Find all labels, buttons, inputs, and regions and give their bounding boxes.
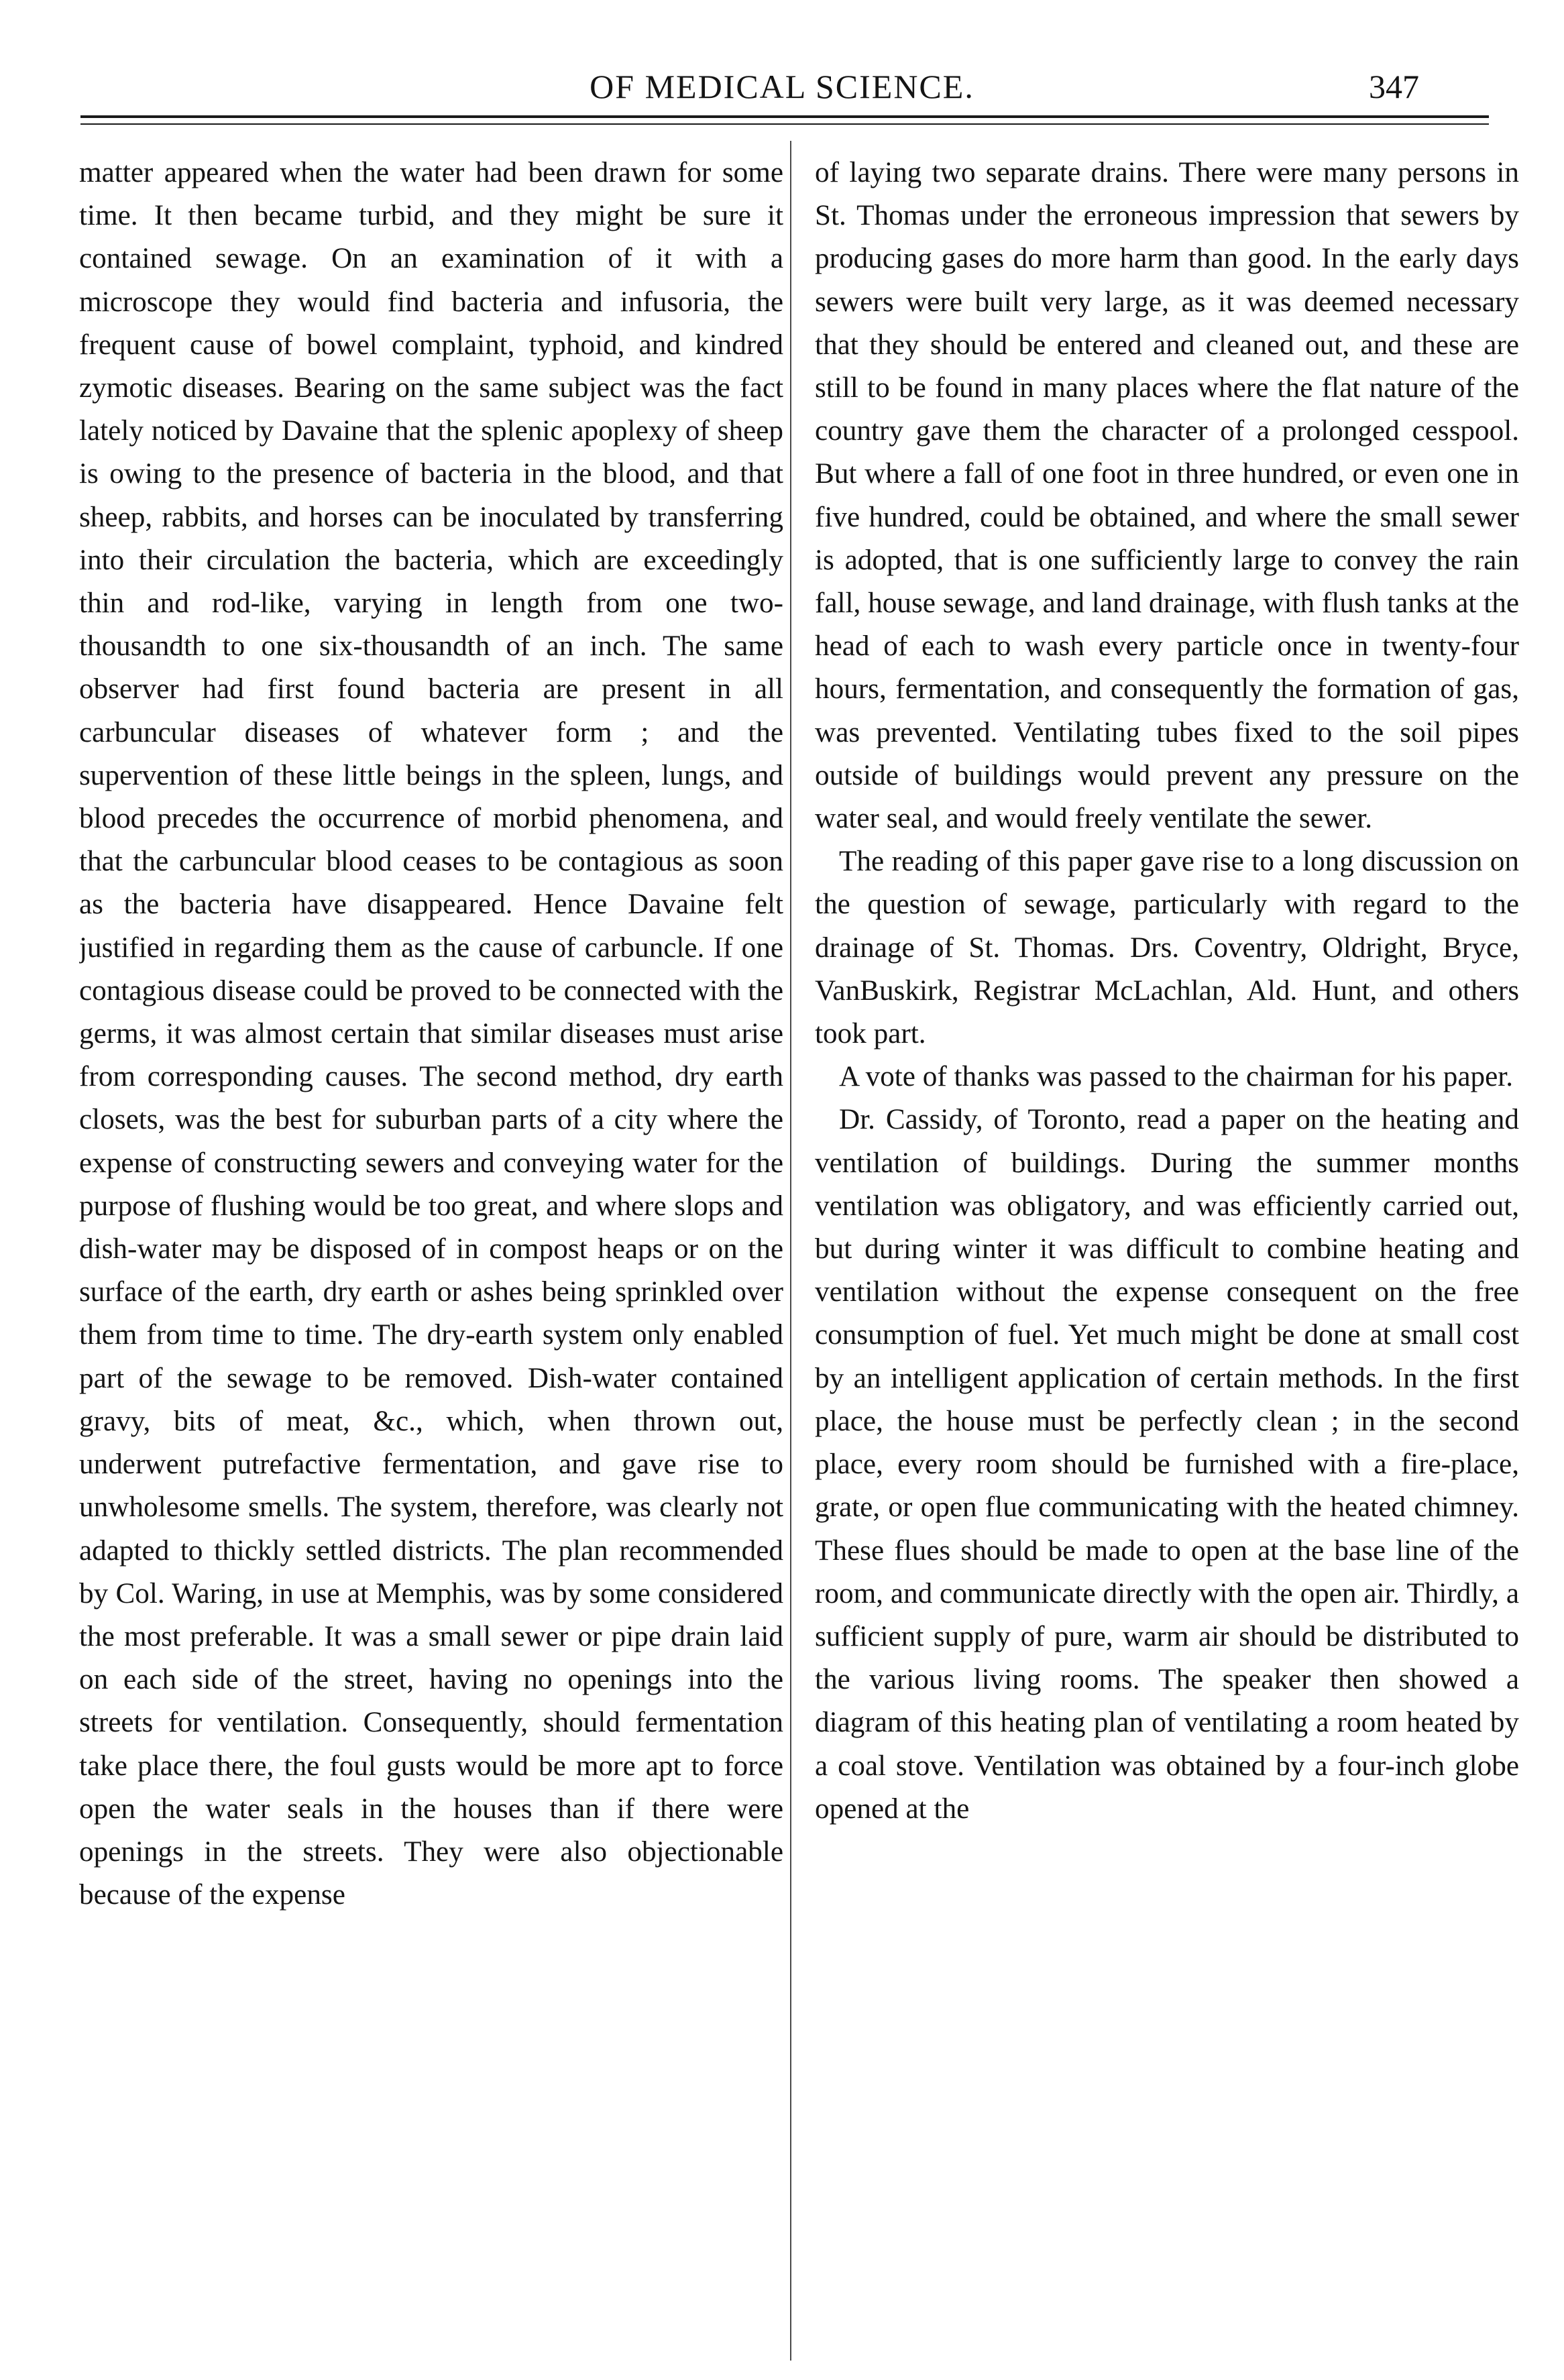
paragraph: of laying two separate drains. There were many persons in St. Thomas under the erroneous impression that sewers by producing gases do more harm than good. In the early days sewers were built very large, as it was deemed necessary that they should be entered and cleaned out, and these are still to be found in many places where the flat nature of the country gave them the character of a prolonged cesspool. But where a fall of one foot in three hundred, or even one in five hundred, could be obtained, and where the small sewer is adopted, that is one sufficiently large to convey the rain fall, house sewage, and land drainage, with flush tanks at the head of each to wash every particle once in twenty-four hours, fermentation, and consequently the formation of gas, was prevented. Ventilating tubes fixed to the soil pipes outside of buildings would prevent any pressure on the water seal, and would freely ventilate the sewer. bbox=[815, 157, 1519, 835]
running-head bbox=[80, 62, 1484, 109]
right-column bbox=[815, 152, 1519, 2358]
paragraph: Dr. Cassidy, of Toronto, read a paper on the heating and ventilation of buildings. During the summer months ventilation was obligatory, and was efficiently carried out, but during winter it was difficult to combine heating and ventilation without the expense consequent on the free consumption of fuel. Yet much might be done at small cost by an intelligent application of certain methods. In the first place, the house must be perfectly clean ; in the second place, every room should be furnished with a fire-place, grate, or open flue communicating with the heated chimney. These flues should be made to open at the base line of the room, and communicate directly with the open air. Thirdly, a sufficient supply of pure, warm air should be distributed to the various living rooms. The speaker then showed a diagram of this heating plan of ventilating a room heated by a coal stove. Ventilation was obtained by a four-inch globe opened at the bbox=[815, 1104, 1519, 1825]
paragraph: A vote of thanks was passed to the chairman for his paper. bbox=[839, 1061, 1514, 1093]
left-column bbox=[79, 152, 783, 2358]
running-title: OF MEDICAL SCIENCE. bbox=[590, 68, 974, 105]
paragraph: matter appeared when the water had been drawn for some time. It then became turbid, and they might be sure it contained sewage. On an examination of it with a microscope they would find bacteria and infusoria, the frequent cause of bowel complaint, typhoid, and kindred zymotic diseases. Bearing on the same subject was the fact lately noticed by Davaine that the splenic apoplexy of sheep is owing to the presence of bacteria in the blood, and that sheep, rabbits, and horses can be inoculated by transferring into their circulation the bacteria, which are exceedingly thin and rod-like, varying in length from one two-thousandth to one six-thousandth of an inch. The same observer had first found bacteria are present in all carbuncular diseases of whatever form ; and the supervention of these little beings in the spleen, lungs, and blood precedes the occurrence of morbid phenomena, and that the carbuncular blood ceases to be contagious as soon as the bacteria have disappeared. Hence Davaine felt justified in regarding them as the cause of carbuncle. If one contagious disease could be proved to be connected with the germs, it was almost certain that similar diseases must arise from corresponding causes. The second method, dry earth closets, was the best for suburban parts of a city where the expense of constructing sewers and conveying water for the purpose of flushing would be too great, and where slops and dish-water may be disposed of in compost heaps or on the surface of the earth, dry earth or ashes being sprinkled over them from time to time. The dry-earth system only enabled part of the sewage to be removed. Dish-water contained gravy, bits of meat, &c., which, when thrown out, underwent putrefactive fermentation, and gave rise to unwholesome smells. The system, therefore, was clearly not adapted to thickly settled districts. The plan recommended by Col. Waring, in use at Memphis, was by some considered the most preferable. It was a small sewer or pipe drain laid on each side of the street, having no openings into the streets for ventilation. Consequently, should fermentation take place there, the foul gusts would be more apt to force open the water seals in the houses than if there were openings in the streets. They were also objectionable because of the expense bbox=[79, 157, 783, 1911]
page-number: 347 bbox=[1369, 68, 1419, 105]
column-divider bbox=[790, 141, 791, 2361]
paragraph: The reading of this paper gave rise to a long discussion on the question of sewage, particularly with regard to the drainage of St. Thomas. Drs. Coventry, Oldright, Bryce, VanBuskirk, Registrar McLachlan, Ald. Hunt, and others took part. bbox=[815, 846, 1519, 1050]
header-rule-thick bbox=[80, 115, 1489, 118]
header-rule-thin bbox=[80, 123, 1489, 125]
